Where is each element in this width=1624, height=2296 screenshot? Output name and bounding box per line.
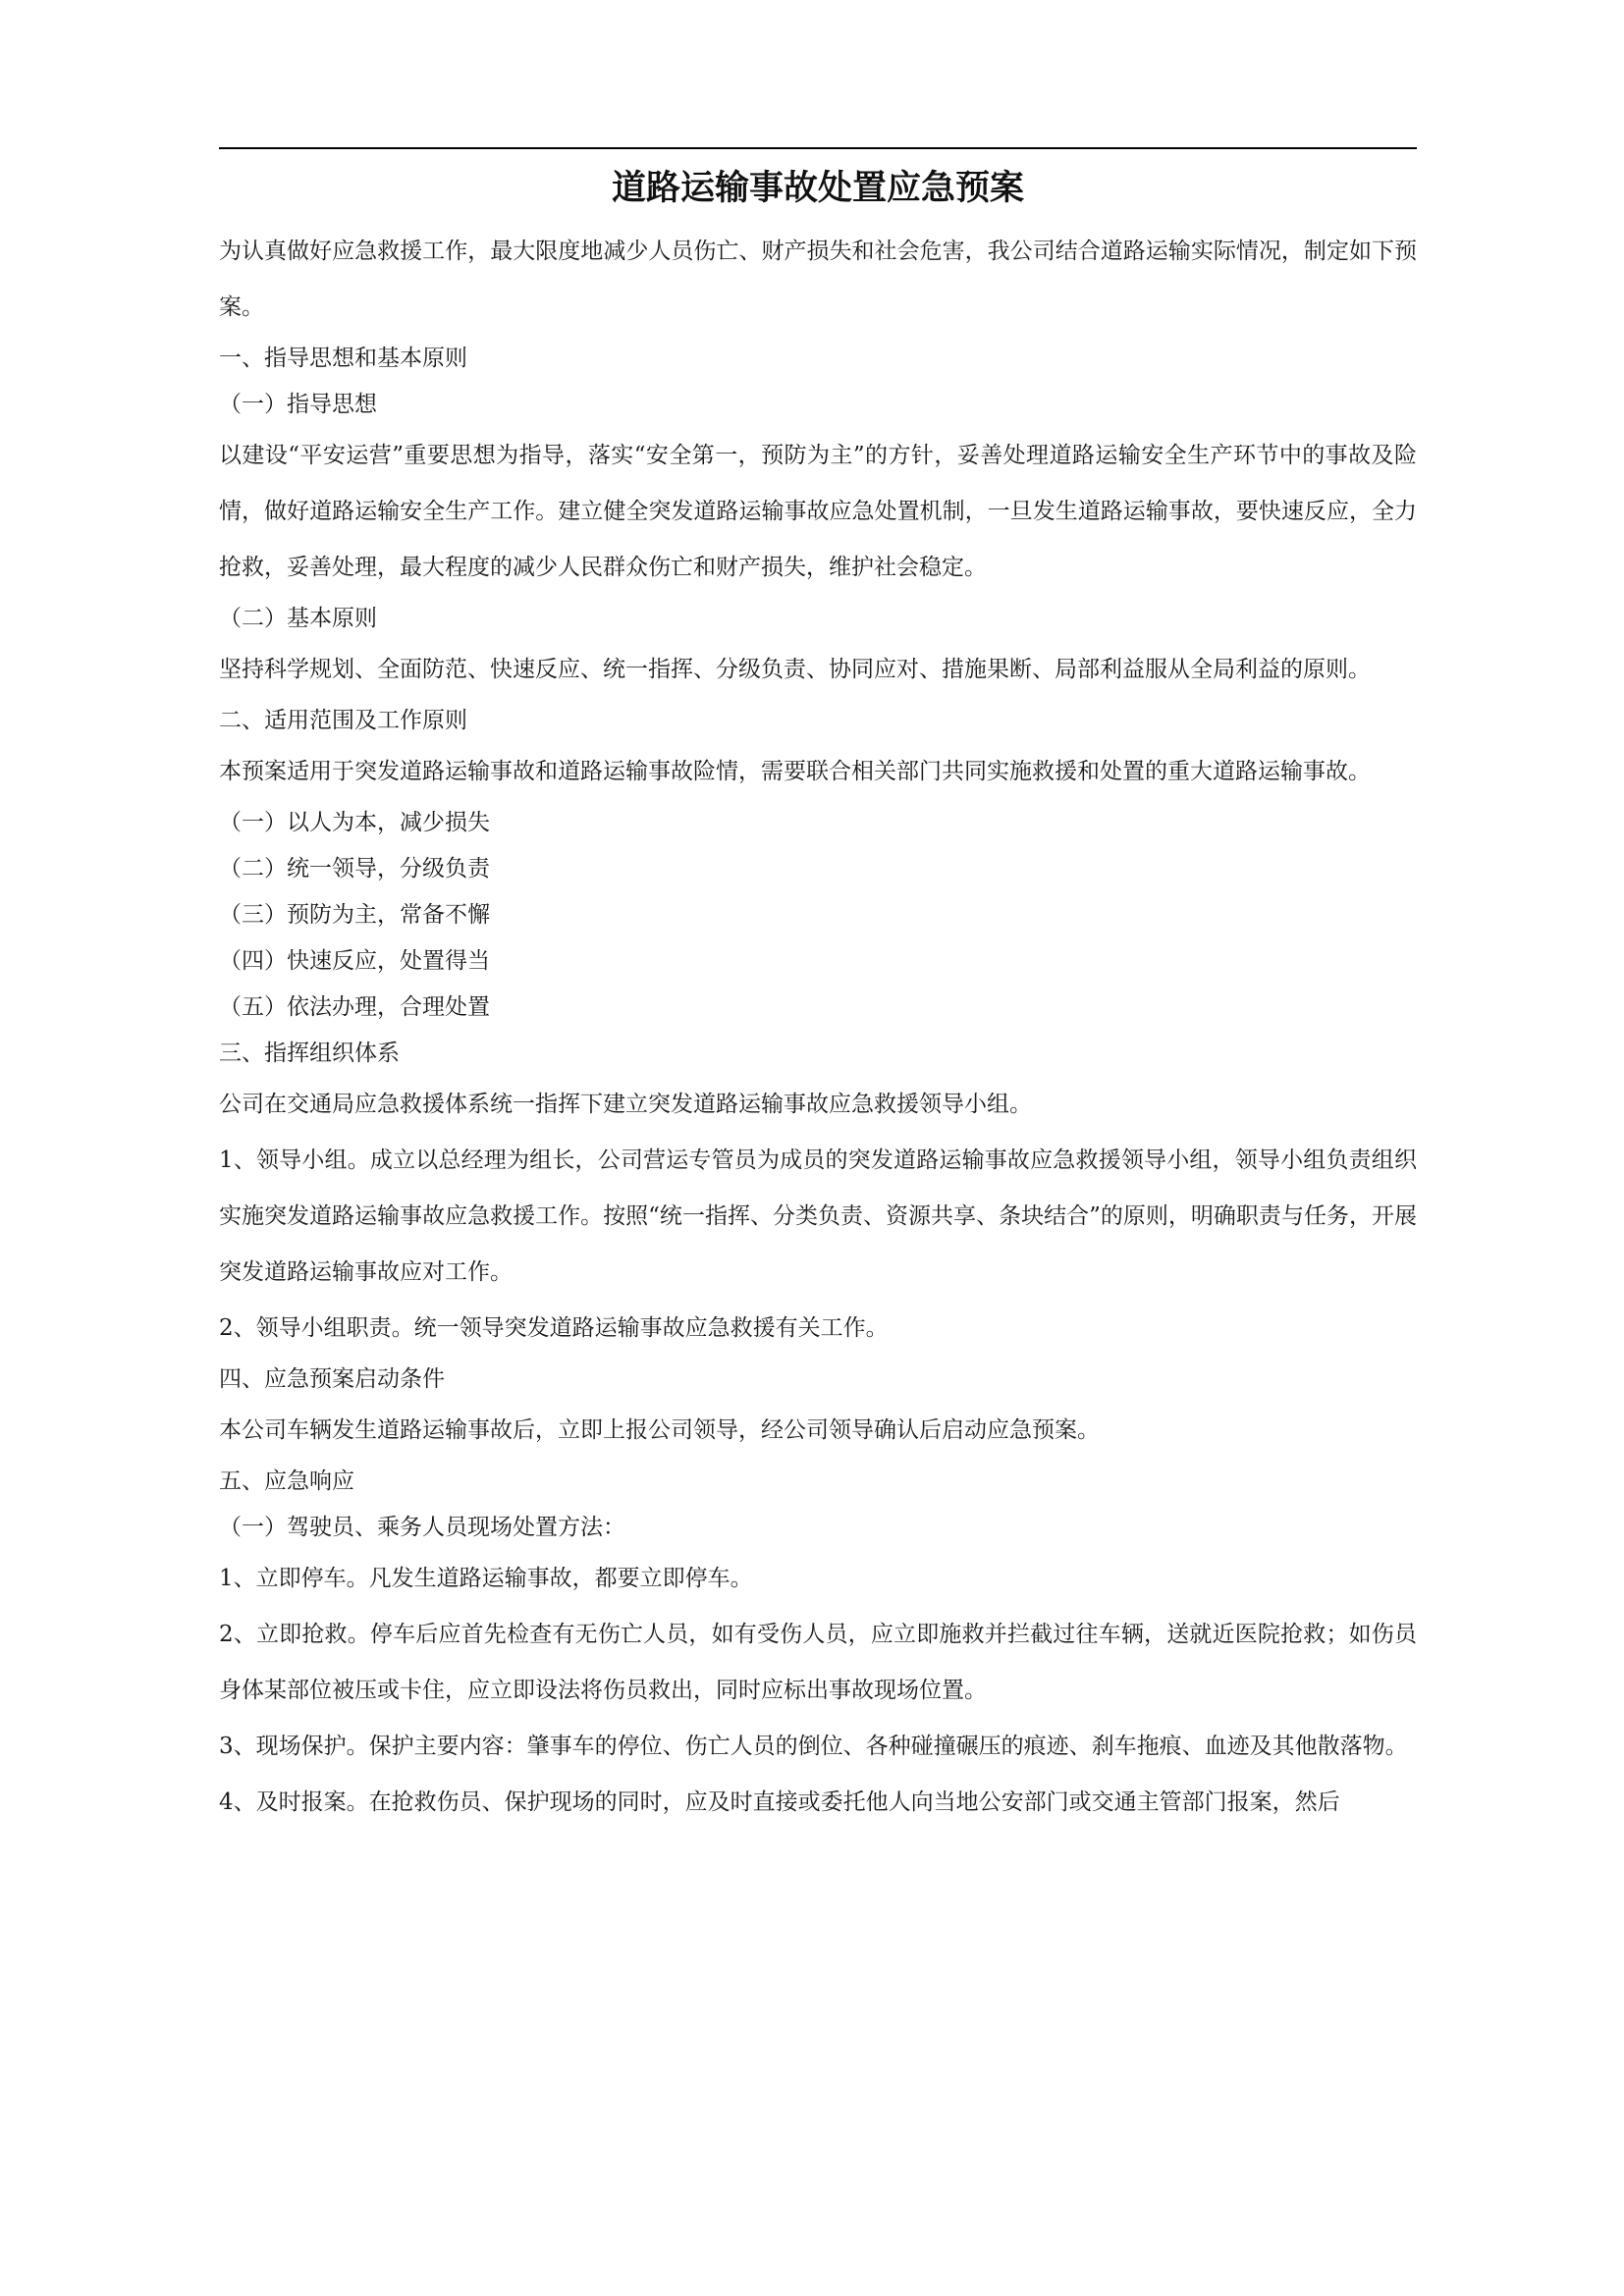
subsection-heading: （一）以人为本，减少损失: [219, 810, 490, 835]
subsection-heading: （一）指导思想: [219, 392, 377, 417]
section-heading: 一、指导思想和基本原则: [219, 346, 467, 371]
body-paragraph: 1、领导小组。成立以总经理为组长，公司营运专管员为成员的突发道路运输事故应急救援领导小组，领导小组负责组织实施突发道路运输事故应急救援工作。按照“统一指挥、分类负责、资源共享、条块结合”的原则，明确职责与任务，开展突发道路运输事故应对工作。: [219, 1148, 1417, 1285]
subsection-heading: （五）依法办理，合理处置: [219, 994, 490, 1020]
body-paragraph: 坚持科学规划、全面防范、快速反应、统一指挥、分级负责、协同应对、措施果断、局部利益服从全局利益的原则。: [219, 657, 1371, 682]
subsection-heading: （四）快速反应，处置得当: [219, 948, 490, 974]
body-paragraph: 3、现场保护。保护主要内容：肇事车的停位、伤亡人员的倒位、各种碰撞碾压的痕迹、刹车拖痕、血迹及其他散落物。: [219, 1734, 1408, 1759]
body-paragraph: 本预案适用于突发道路运输事故和道路运输事故险情，需要联合相关部门共同实施救援和处置的重大道路运输事故。: [219, 759, 1371, 784]
section-heading: 四、应急预案启动条件: [219, 1366, 445, 1392]
subsection-heading: （二）基本原则: [219, 606, 377, 631]
body-paragraph: 4、及时报案。在抢救伤员、保护现场的同时，应及时直接或委托他人向当地公安部门或交通主管部门报案，然后: [219, 1789, 1340, 1815]
body-paragraph: 为认真做好应急救援工作，最大限度地减少人员伤亡、财产损失和社会危害，我公司结合道路运输实际情况，制定如下预案。: [219, 239, 1417, 320]
page-title: 道路运输事故处置应急预案: [611, 168, 1024, 208]
body-paragraph: 1、立即停车。凡发生道路运输事故，都要立即停车。: [219, 1566, 753, 1591]
body-paragraph: 以建设“平安运营”重要思想为指导，落实“安全第一，预防为主”的方针，妥善处理道路运输安全生产环节中的事故及险情，做好道路运输安全生产工作。建立健全突发道路运输事故应急处置机制，一旦发生道路运输事故，要快速反应，全力抢救，妥善处理，最大程度的减少人民群众伤亡和财产损失，维护社会稳定。: [219, 443, 1417, 580]
body-paragraph: 公司在交通局应急救援体系统一指挥下建立突发道路运输事故应急救援领导小组。: [219, 1092, 1032, 1117]
subsection-heading: （一）驾驶员、乘务人员现场处置方法：: [219, 1515, 625, 1540]
section-heading: 五、应急响应: [219, 1468, 354, 1494]
section-heading: 二、适用范围及工作原则: [219, 708, 467, 733]
document-body: [219, 224, 1417, 1831]
header-rule: [219, 147, 1417, 149]
body-paragraph: 2、立即抢救。停车后应首先检查有无伤亡人员，如有受伤人员，应立即施救并拦截过往车辆，送就近医院抢救；如伤员身体某部位被压或卡住，应立即设法将伤员救出，同时应标出事故现场位置。: [219, 1622, 1417, 1703]
section-heading: 三、指挥组织体系: [219, 1041, 400, 1066]
subsection-heading: （三）预防为主，常备不懈: [219, 902, 490, 928]
body-paragraph: 2、领导小组职责。统一领导突发道路运输事故应急救援有关工作。: [219, 1315, 889, 1341]
subsection-heading: （二）统一领导，分级负责: [219, 856, 490, 881]
body-paragraph: 本公司车辆发生道路运输事故后，立即上报公司领导，经公司领导确认后启动应急预案。: [219, 1417, 1100, 1443]
